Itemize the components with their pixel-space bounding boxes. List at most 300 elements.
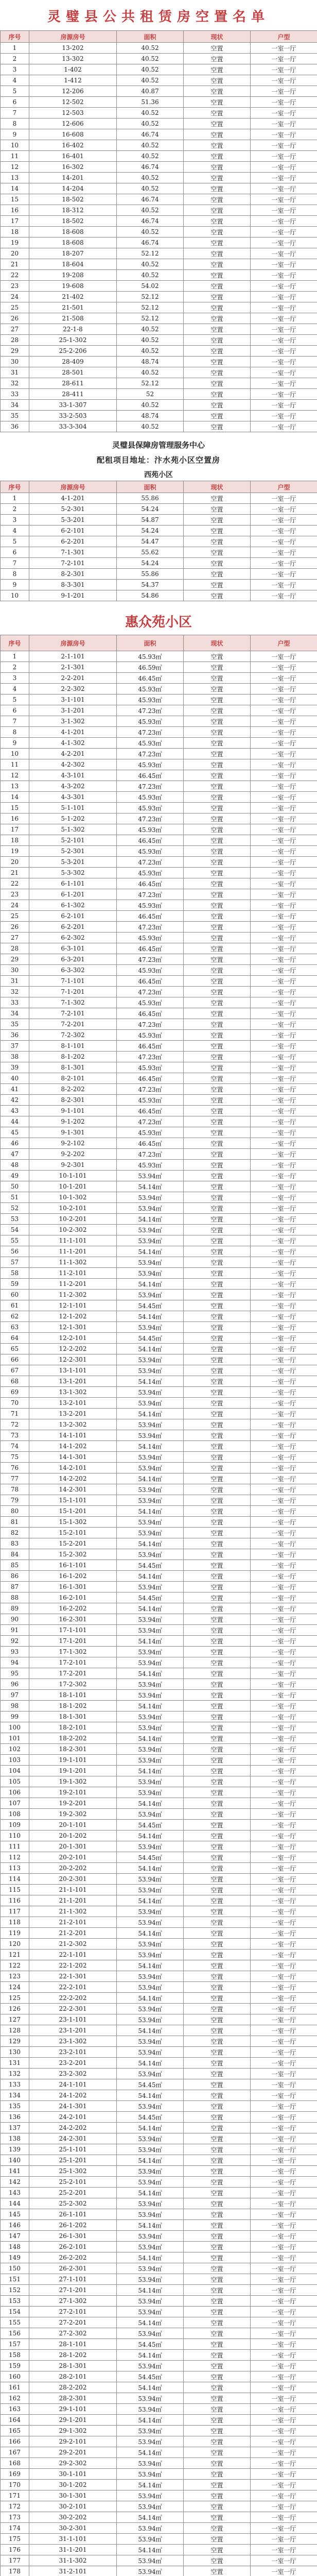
cell-no: 143 xyxy=(1,2188,29,2198)
cell-area: 54.14㎡ xyxy=(117,2220,184,2231)
table-row xyxy=(1,933,317,943)
cell-area: 40.52 xyxy=(117,259,184,270)
cell-area: 53.94㎡ xyxy=(117,2404,184,2415)
col-header-no: 序号 xyxy=(1,481,29,493)
cell-room: 24-1-101 xyxy=(29,2079,117,2090)
cell-state: 空置 xyxy=(184,1960,251,1971)
cell-room: 19-2-302 xyxy=(29,1809,117,1820)
cell-area: 53.94㎡ xyxy=(117,2133,184,2144)
cell-area: 45.93㎡ xyxy=(117,1160,184,1171)
cell-no: 101 xyxy=(1,1733,29,1744)
cell-room: 21-1-302 xyxy=(29,1906,117,1917)
table-row xyxy=(1,1322,317,1333)
cell-room: 22-2-301 xyxy=(29,2004,117,2014)
cell-area: 46.45㎡ xyxy=(117,943,184,954)
cell-room: 5-3-201 xyxy=(29,857,117,868)
cell-area: 47.23㎡ xyxy=(117,1084,184,1095)
cell-area: 53.94㎡ xyxy=(117,2328,184,2339)
cell-area: 54.14㎡ xyxy=(117,1409,184,1419)
cell-type: 一室一厅 xyxy=(251,248,317,259)
cell-room: 5-2-301 xyxy=(29,504,117,515)
table-row xyxy=(1,400,317,411)
cell-room: 31-1-101 xyxy=(29,2534,117,2545)
cell-area: 40.52 xyxy=(117,173,184,183)
cell-type: 一室一厅 xyxy=(251,1279,317,1290)
cell-type: 一室一厅 xyxy=(251,1982,317,1993)
cell-no: 118 xyxy=(1,1917,29,1928)
table-row xyxy=(1,1571,317,1582)
cell-room: 10-1-201 xyxy=(29,1181,117,1192)
table-row xyxy=(1,1603,317,1614)
cell-no: 4 xyxy=(1,684,29,694)
cell-area: 53.94㎡ xyxy=(117,1787,184,1798)
cell-room: 17-2-302 xyxy=(29,1679,117,1690)
table-row xyxy=(1,1679,317,1690)
table-row xyxy=(1,1279,317,1290)
cell-no: 12 xyxy=(1,770,29,781)
cell-state: 空置 xyxy=(184,389,251,400)
cell-type: 一室一厅 xyxy=(251,933,317,943)
cell-no: 133 xyxy=(1,2079,29,2090)
cell-area: 47.23㎡ xyxy=(117,922,184,933)
table-row xyxy=(1,1776,317,1787)
cell-type: 一室一厅 xyxy=(251,673,317,684)
cell-type: 一室一厅 xyxy=(251,1636,317,1647)
cell-type: 一室一厅 xyxy=(251,2123,317,2133)
cell-room: 28-409 xyxy=(29,357,117,367)
cell-state: 空置 xyxy=(184,651,251,662)
table-row xyxy=(1,1041,317,1052)
cell-state: 空置 xyxy=(184,2371,251,2382)
cell-area: 53.94㎡ xyxy=(117,2490,184,2501)
cell-state: 空置 xyxy=(184,1711,251,1722)
cell-no: 29 xyxy=(1,346,29,357)
cell-state: 空置 xyxy=(184,1008,251,1019)
cell-type: 一室一厅 xyxy=(251,281,317,292)
table-row xyxy=(1,1798,317,1809)
cell-area: 40.52 xyxy=(117,421,184,432)
cell-type: 一室一厅 xyxy=(251,569,317,580)
cell-area: 53.94㎡ xyxy=(117,2101,184,2112)
table-row xyxy=(1,1171,317,1181)
cell-type: 一室一厅 xyxy=(251,781,317,792)
cell-room: 14-1-101 xyxy=(29,1430,117,1441)
table-row xyxy=(1,2545,317,2555)
cell-room: 8-1-301 xyxy=(29,1062,117,1073)
cell-no: 39 xyxy=(1,1062,29,1073)
cell-room: 25-1-201 xyxy=(29,2155,117,2166)
cell-area: 54.45㎡ xyxy=(117,1333,184,1344)
cell-type: 一室一厅 xyxy=(251,129,317,140)
cell-no: 137 xyxy=(1,2123,29,2133)
cell-room: 4-2-302 xyxy=(29,759,117,770)
cell-room: 3-1-201 xyxy=(29,705,117,716)
cell-no: 174 xyxy=(1,2523,29,2534)
cell-room: 13-1-201 xyxy=(29,1376,117,1387)
cell-room: 23-2-101 xyxy=(29,2047,117,2058)
table-row xyxy=(1,2458,317,2469)
cell-state: 空置 xyxy=(184,684,251,694)
cell-type: 一室一厅 xyxy=(251,2328,317,2339)
cell-area: 52.12 xyxy=(117,292,184,302)
cell-state: 空置 xyxy=(184,1300,251,1311)
col-header-state: 现状 xyxy=(184,31,251,43)
cell-room: 9-1-301 xyxy=(29,1127,117,1138)
table-row xyxy=(1,1452,317,1463)
cell-room: 4-1-201 xyxy=(29,493,117,504)
cell-type: 一室一厅 xyxy=(251,1246,317,1257)
table-row xyxy=(1,1409,317,1419)
cell-area: 54.14㎡ xyxy=(117,2415,184,2426)
cell-state: 空置 xyxy=(184,1441,251,1452)
cell-room: 2-1-301 xyxy=(29,662,117,673)
cell-state: 空置 xyxy=(184,1095,251,1106)
cell-area: 53.94㎡ xyxy=(117,1257,184,1268)
cell-room: 10-1-302 xyxy=(29,1192,117,1203)
cell-no: 20 xyxy=(1,248,29,259)
cell-type: 一室一厅 xyxy=(251,1441,317,1452)
cell-no: 43 xyxy=(1,1106,29,1116)
table-row xyxy=(1,1398,317,1409)
cell-room: 33-1-307 xyxy=(29,400,117,411)
table-row xyxy=(1,965,317,976)
cell-type: 一室一厅 xyxy=(251,727,317,738)
cell-no: 121 xyxy=(1,1950,29,1960)
cell-state: 空置 xyxy=(184,2220,251,2231)
cell-room: 19-1-201 xyxy=(29,1766,117,1776)
cell-area: 53.94㎡ xyxy=(117,1809,184,1820)
cell-state: 空置 xyxy=(184,2047,251,2058)
cell-state: 空置 xyxy=(184,558,251,569)
cell-state: 空置 xyxy=(184,259,251,270)
cell-area: 47.23㎡ xyxy=(117,1019,184,1030)
cell-state: 空置 xyxy=(184,2534,251,2545)
cell-room: 28-1-301 xyxy=(29,2361,117,2371)
cell-state: 空置 xyxy=(184,2328,251,2339)
cell-type: 一室一厅 xyxy=(251,2317,317,2328)
cell-no: 157 xyxy=(1,2339,29,2350)
cell-no: 178 xyxy=(1,2566,29,2576)
cell-room: 21-2-101 xyxy=(29,1917,117,1928)
cell-state: 空置 xyxy=(184,1030,251,1041)
cell-room: 19-2-201 xyxy=(29,1798,117,1809)
cell-no: 64 xyxy=(1,1333,29,1344)
cell-type: 一室一厅 xyxy=(251,2231,317,2242)
cell-type: 一室一厅 xyxy=(251,1722,317,1733)
table-row xyxy=(1,526,317,536)
cell-area: 54.14㎡ xyxy=(117,2512,184,2523)
col-header-state: 现状 xyxy=(184,481,251,493)
cell-type: 一室一厅 xyxy=(251,1744,317,1755)
cell-no: 36 xyxy=(1,1030,29,1041)
table-row xyxy=(1,1149,317,1160)
cell-state: 空置 xyxy=(184,216,251,227)
cell-type: 一室一厅 xyxy=(251,2177,317,2188)
cell-room: 24-1-202 xyxy=(29,2090,117,2101)
cell-no: 154 xyxy=(1,2307,29,2317)
cell-room: 30-2-101 xyxy=(29,2501,117,2512)
cell-no: 73 xyxy=(1,1430,29,1441)
cell-room: 21-501 xyxy=(29,302,117,313)
cell-state: 空置 xyxy=(184,2393,251,2404)
cell-no: 113 xyxy=(1,1863,29,1874)
table-body xyxy=(1,493,317,601)
table-row xyxy=(1,1019,317,1030)
cell-state: 空置 xyxy=(184,1257,251,1268)
cell-state: 空置 xyxy=(184,97,251,108)
cell-state: 空置 xyxy=(184,2004,251,2014)
cell-state: 空置 xyxy=(184,1409,251,1419)
cell-no: 19 xyxy=(1,238,29,248)
cell-room: 12-502 xyxy=(29,97,117,108)
table-row xyxy=(1,673,317,684)
cell-state: 空置 xyxy=(184,1149,251,1160)
table-row xyxy=(1,590,317,601)
cell-no: 6 xyxy=(1,547,29,558)
cell-area: 46.74 xyxy=(117,194,184,205)
cell-type: 一室一厅 xyxy=(251,2458,317,2469)
cell-no: 108 xyxy=(1,1809,29,1820)
huizhongyuan-table xyxy=(0,635,317,2576)
cell-type: 一室一厅 xyxy=(251,1917,317,1928)
cell-no: 31 xyxy=(1,367,29,378)
cell-room: 18-312 xyxy=(29,205,117,216)
cell-area: 53.94㎡ xyxy=(117,1484,184,1495)
cell-room: 28-411 xyxy=(29,389,117,400)
cell-room: 23-2-201 xyxy=(29,2058,117,2069)
cell-room: 21-2-302 xyxy=(29,1939,117,1950)
cell-type: 一室一厅 xyxy=(251,965,317,976)
cell-state: 空置 xyxy=(184,1787,251,1798)
cell-state: 空置 xyxy=(184,889,251,900)
cell-area: 40.87 xyxy=(117,86,184,97)
table-row xyxy=(1,43,317,54)
cell-type: 一室一厅 xyxy=(251,2090,317,2101)
table-row xyxy=(1,2447,317,2458)
cell-area: 54.02 xyxy=(117,281,184,292)
cell-state: 空置 xyxy=(184,1041,251,1052)
table-row xyxy=(1,868,317,878)
cell-state: 空置 xyxy=(184,2447,251,2458)
cell-area: 54.47 xyxy=(117,536,184,547)
cell-type: 一室一厅 xyxy=(251,2415,317,2426)
cell-area: 52.12 xyxy=(117,248,184,259)
table-row xyxy=(1,1722,317,1733)
cell-no: 59 xyxy=(1,1279,29,1290)
cell-type: 一室一厅 xyxy=(251,1419,317,1430)
cell-state: 空置 xyxy=(184,1690,251,1701)
bianshuiyuan-table xyxy=(0,30,317,432)
table-row xyxy=(1,1841,317,1852)
table-row xyxy=(1,1592,317,1603)
cell-no: 24 xyxy=(1,292,29,302)
table-row xyxy=(1,2133,317,2144)
cell-state: 空置 xyxy=(184,1647,251,1657)
table-row xyxy=(1,878,317,889)
cell-area: 54.87 xyxy=(117,515,184,526)
cell-room: 13-2-101 xyxy=(29,1398,117,1409)
cell-area: 47.23㎡ xyxy=(117,987,184,997)
cell-no: 97 xyxy=(1,1690,29,1701)
cell-area: 54.14㎡ xyxy=(117,1279,184,1290)
cell-type: 一室一厅 xyxy=(251,1549,317,1560)
table-row xyxy=(1,1506,317,1517)
table-row xyxy=(1,716,317,727)
cell-type: 一室一厅 xyxy=(251,846,317,857)
cell-area: 53.94㎡ xyxy=(117,1647,184,1657)
cell-state: 空置 xyxy=(184,2339,251,2350)
cell-area: 53.94㎡ xyxy=(117,2047,184,2058)
cell-area: 47.23㎡ xyxy=(117,954,184,965)
cell-state: 空置 xyxy=(184,738,251,749)
cell-area: 53.94㎡ xyxy=(117,2307,184,2317)
table-row xyxy=(1,86,317,97)
table-row xyxy=(1,835,317,846)
cell-room: 15-2-302 xyxy=(29,1549,117,1560)
cell-state: 空置 xyxy=(184,965,251,976)
table-row xyxy=(1,569,317,580)
cell-area: 53.94㎡ xyxy=(117,1971,184,1982)
cell-state: 空置 xyxy=(184,2188,251,2198)
cell-room: 4-1-201 xyxy=(29,727,117,738)
table-row xyxy=(1,1744,317,1755)
cell-no: 58 xyxy=(1,1268,29,1279)
cell-room: 14-204 xyxy=(29,183,117,194)
table-row xyxy=(1,1625,317,1636)
col-header-no: 序号 xyxy=(1,635,29,651)
cell-type: 一室一厅 xyxy=(251,759,317,770)
cell-area: 53.94㎡ xyxy=(117,1225,184,1235)
cell-type: 一室一厅 xyxy=(251,1376,317,1387)
cell-area: 54.14㎡ xyxy=(117,1344,184,1354)
cell-room: 21-1-201 xyxy=(29,1895,117,1906)
cell-no: 82 xyxy=(1,1528,29,1538)
cell-type: 一室一厅 xyxy=(251,1268,317,1279)
cell-area: 40.52 xyxy=(117,335,184,346)
cell-type: 一室一厅 xyxy=(251,2058,317,2069)
cell-type: 一室一厅 xyxy=(251,2101,317,2112)
cell-state: 空置 xyxy=(184,2198,251,2209)
cell-no: 5 xyxy=(1,694,29,705)
col-header-type: 户型 xyxy=(251,481,317,493)
cell-type: 一室一厅 xyxy=(251,2252,317,2263)
section-spacer xyxy=(0,601,317,606)
cell-area: 53.94㎡ xyxy=(117,2036,184,2047)
cell-type: 一室一厅 xyxy=(251,389,317,400)
cell-state: 空置 xyxy=(184,1268,251,1279)
table-row xyxy=(1,313,317,324)
cell-room: 11-1-101 xyxy=(29,1235,117,1246)
cell-no: 115 xyxy=(1,1885,29,1895)
cell-no: 128 xyxy=(1,2025,29,2036)
cell-room: 8-2-202 xyxy=(29,1084,117,1095)
cell-state: 空置 xyxy=(184,987,251,997)
cell-state: 空置 xyxy=(184,1430,251,1441)
table-row xyxy=(1,770,317,781)
cell-state: 空置 xyxy=(184,911,251,922)
cell-state: 空置 xyxy=(184,590,251,601)
table-row xyxy=(1,2069,317,2079)
cell-type: 一室一厅 xyxy=(251,270,317,281)
cell-type: 一室一厅 xyxy=(251,1149,317,1160)
cell-type: 一室一厅 xyxy=(251,2490,317,2501)
cell-area: 48.74 xyxy=(117,411,184,421)
cell-area: 45.93㎡ xyxy=(117,716,184,727)
cell-type: 一室一厅 xyxy=(251,2112,317,2123)
table-row xyxy=(1,2090,317,2101)
cell-type: 一室一厅 xyxy=(251,1116,317,1127)
cell-state: 空置 xyxy=(184,1225,251,1235)
table-row xyxy=(1,335,317,346)
cell-state: 空置 xyxy=(184,1874,251,1885)
cell-room: 25-2-206 xyxy=(29,346,117,357)
cell-type: 一室一厅 xyxy=(251,367,317,378)
cell-room: 8-2-301 xyxy=(29,1095,117,1106)
cell-type: 一室一厅 xyxy=(251,1798,317,1809)
cell-no: 124 xyxy=(1,1982,29,1993)
cell-area: 54.24 xyxy=(117,504,184,515)
cell-type: 一室一厅 xyxy=(251,1041,317,1052)
cell-state: 空置 xyxy=(184,1895,251,1906)
cell-type: 一室一厅 xyxy=(251,1895,317,1906)
table-row xyxy=(1,1495,317,1506)
cell-no: 23 xyxy=(1,281,29,292)
cell-room: 15-1-101 xyxy=(29,1495,117,1506)
cell-room: 21-1-101 xyxy=(29,1885,117,1895)
table-row xyxy=(1,151,317,162)
table-row xyxy=(1,292,317,302)
cell-room: 5-2-101 xyxy=(29,835,117,846)
cell-room: 22-1-301 xyxy=(29,1971,117,1982)
cell-state: 空置 xyxy=(184,824,251,835)
cell-state: 空置 xyxy=(184,526,251,536)
cell-state: 空置 xyxy=(184,2177,251,2188)
cell-area: 53.94㎡ xyxy=(117,1268,184,1279)
cell-state: 空置 xyxy=(184,1203,251,1214)
cell-area: 45.93㎡ xyxy=(117,846,184,857)
cell-area: 54.14㎡ xyxy=(117,1733,184,1744)
table-row xyxy=(1,997,317,1008)
table-row xyxy=(1,64,317,75)
cell-area: 53.94㎡ xyxy=(117,2166,184,2177)
table-row xyxy=(1,1852,317,1863)
table-row xyxy=(1,216,317,227)
cell-state: 空置 xyxy=(184,1841,251,1852)
cell-state: 空置 xyxy=(184,411,251,421)
cell-type: 一室一厅 xyxy=(251,346,317,357)
cell-no: 23 xyxy=(1,889,29,900)
cell-no: 100 xyxy=(1,1722,29,1733)
cell-no: 85 xyxy=(1,1560,29,1571)
cell-area: 45.93㎡ xyxy=(117,868,184,878)
cell-state: 空置 xyxy=(184,2361,251,2371)
cell-no: 15 xyxy=(1,194,29,205)
cell-area: 54.14㎡ xyxy=(117,1668,184,1679)
cell-area: 47.23㎡ xyxy=(117,1149,184,1160)
cell-type: 一室一厅 xyxy=(251,857,317,868)
table-row xyxy=(1,2014,317,2025)
cell-no: 86 xyxy=(1,1571,29,1582)
cell-state: 空置 xyxy=(184,2545,251,2555)
cell-room: 26-1-101 xyxy=(29,2209,117,2220)
cell-no: 65 xyxy=(1,1344,29,1354)
cell-room: 30-2-202 xyxy=(29,2512,117,2523)
cell-room: 12-2-202 xyxy=(29,1344,117,1354)
cell-area: 53.94㎡ xyxy=(117,2566,184,2576)
cell-room: 10-2-302 xyxy=(29,1225,117,1235)
cell-area: 54.14㎡ xyxy=(117,2480,184,2490)
table-row xyxy=(1,1820,317,1831)
